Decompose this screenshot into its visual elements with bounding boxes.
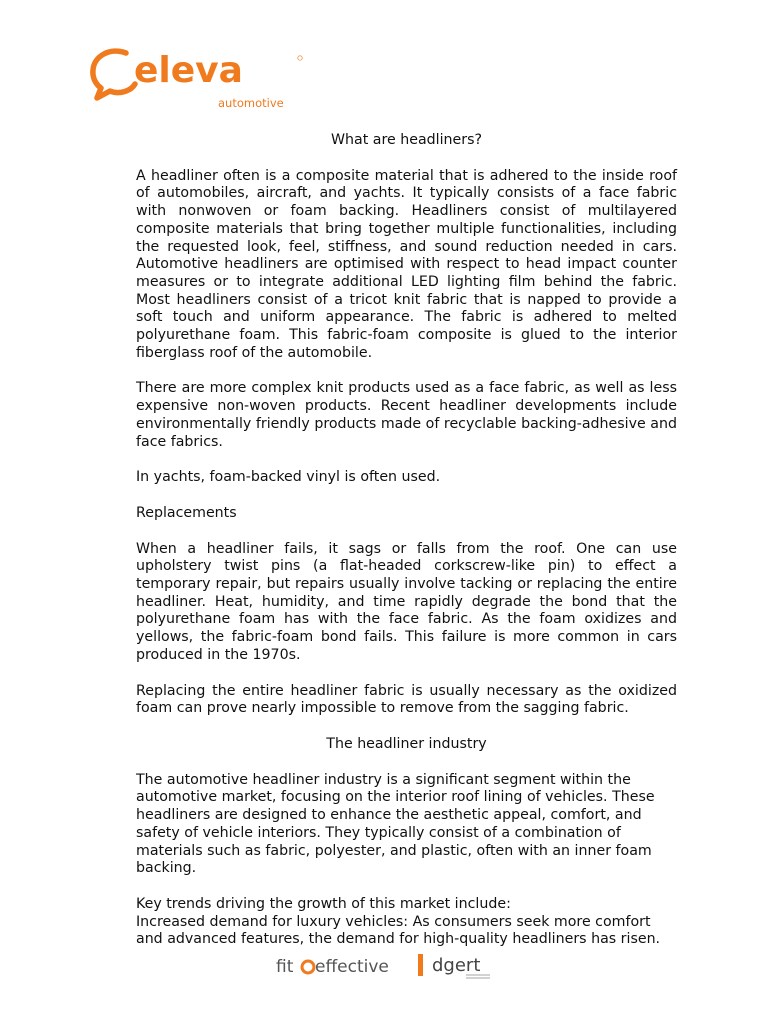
paragraph-trends-intro: Key trends driving the growth of this market include: <box>136 895 511 912</box>
paragraph-yachts: In yachts, foam-backed vinyl is often used. <box>136 469 441 486</box>
footer-logos <box>272 948 502 984</box>
paragraph-industry: The automotive headliner industry is a significant segment within the automotive market, focusing on the interior roof lining of vehicles. These headliners are designed to enhance the aesthetic appeal, comfort, and safety of vehicle interiors. They typically consist of a combination of materials such as fabric, polyester, and plastic, often with an inner foam backing. <box>136 771 655 877</box>
brand-subtitle: automotive <box>218 96 284 110</box>
fit-effective-logo-effective: effective <box>315 957 389 977</box>
eleva-logo <box>88 40 318 112</box>
paragraph-replacing: Replacing the entire headliner fabric is usually necessary as the oxidized foam can prove nearly impossible to remove from the sagging fabric. <box>136 682 677 717</box>
paragraph-failure: When a headliner fails, it sags or falls from the roof. One can use upholstery twist pins (a flat-headed corkscrew-like pin) to effect a temporary repair, but repairs usually involve tacking or replacing the entire headliner. Heat, humidity, and time rapidly degrade the bond that the polyurethane foam has with the face fabric. As the foam oxidizes and yellows, the fabric-foam bond fails. This failure is more common in cars produced in the 1970s. <box>136 540 677 663</box>
divider-bar <box>418 954 423 976</box>
dgert-logo: dgert <box>432 955 481 976</box>
brand-name: eleva <box>134 50 243 91</box>
document-body <box>136 132 677 949</box>
paragraph-trends-luxury: Increased demand for luxury vehicles: As consumers seek more comfort and advanced features, the demand for high-quality headliners has risen. <box>136 913 661 948</box>
section-heading-replacements: Replacements <box>136 504 237 521</box>
doc-title: What are headliners? <box>330 132 483 148</box>
paragraph-knit-products: There are more complex knit products used as a face fabric, as well as less expensive non-woven products. Recent headliner developments include environmentally friendly products made of recyclable backing-adhesive and face fabrics. <box>136 380 677 450</box>
section-heading-industry: The headliner industry <box>326 735 487 752</box>
paragraph-definition: A headliner often is a composite material that is adhered to the inside roof of automobiles, aircraft, and yachts. It typically consists of a face fabric with nonwoven or foam backing. Headliners consist of multilayered composite materials that bring together multiple functionalities, including the requested look, feel, stiffness, and sound reduction needed in cars. Automotive headliners are optimised with respect to head impact counter measures or to integrate additional LED lighting film behind the fabric. Most headliners consist of a tricot knit fabric that is napped to provide a soft touch and uniform appearance. The fabric is adhered to melted polyurethane foam. This fabric-foam composite is glued to the interior fiberglass roof of the automobile. <box>136 167 677 361</box>
fit-effective-logo-fit: fit <box>276 957 294 977</box>
